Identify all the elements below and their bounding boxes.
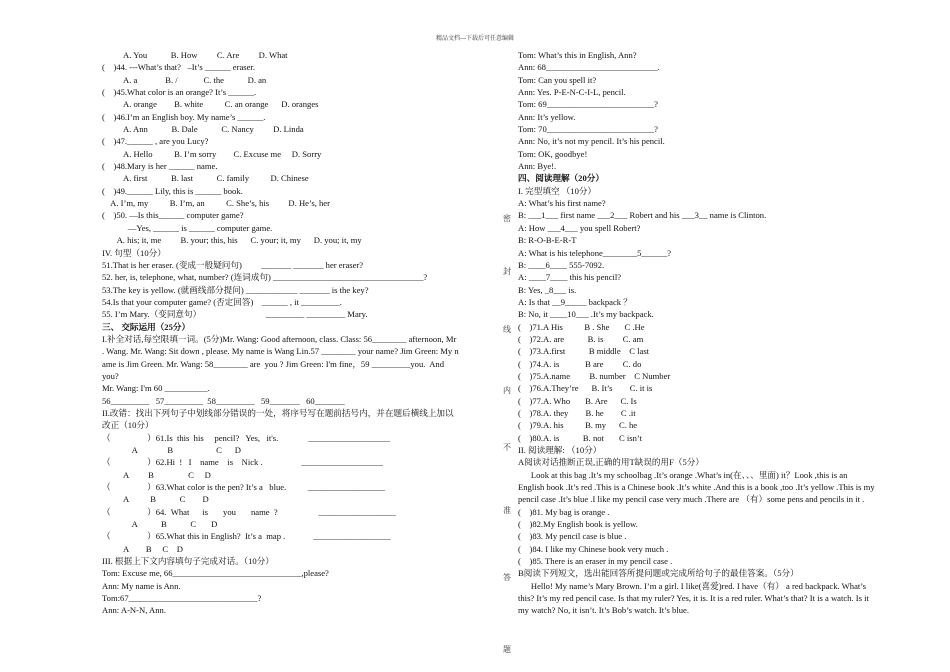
- text-line: （ ）62.Hi ! I name is Nick . ___________________: [102, 457, 383, 468]
- text-line: English book .It’s red .This is a Chinese book .It’s white .And this is a book ,too .It’s yellow .This is my: [518, 482, 875, 493]
- text-line: 三、 交际运用（25分）: [102, 321, 191, 332]
- text-line: Ann: No, it’s not my pencil. It’s his pencil.: [518, 136, 665, 147]
- text-line: A: Is that __9_____ backpack ？: [518, 296, 632, 307]
- text-line: 改正（10分）: [102, 420, 154, 431]
- text-line: A: ____7____ this his pencil?: [518, 272, 622, 283]
- seal-mark: 题: [503, 645, 511, 654]
- text-line: ( )78.A. they B. he C .it: [518, 407, 636, 418]
- text-line: （ ）64. What is you name ? __________________: [102, 506, 396, 517]
- text-line: ( )50. —Is this______ computer game?: [102, 210, 244, 221]
- text-line: II. 阅读理解: （10分）: [518, 445, 602, 455]
- text-line: Mr. Wang: I'm 60 __________.: [102, 383, 210, 394]
- text-line: ( )44. ---What’s that? –It’s ______ eraser.: [102, 62, 255, 73]
- text-line: 54.Is that your computer game? (否定回答) ______ , it _________.: [102, 296, 342, 307]
- seal-mark: 密: [503, 214, 511, 223]
- text-line: （ ）65.What this in English? It’s a map . __________________: [102, 531, 391, 542]
- text-line: Tom: 70_________________________?: [518, 124, 658, 135]
- text-line: ( )73.A.first B middle C last: [518, 346, 650, 357]
- text-line: III. 根据上下文内容填句子完成对话。（10分）: [102, 556, 274, 567]
- text-line: ( )47.______ , are you Lucy?: [102, 136, 209, 147]
- text-line: ( )79.A. his B. my C. he: [518, 420, 638, 431]
- text-line: A. Ann B. Dale C. Nancy D. Linda: [102, 124, 304, 135]
- text-line: A: How ___4___ you spell Robert?: [518, 222, 641, 233]
- text-line: B: No, it ____10___ .It’s my backpack.: [518, 309, 654, 320]
- text-line: Tom: Excuse me, 66______________________________,please?: [102, 568, 329, 579]
- text-line: my watch? No, it isn’t. It’s Bob’s watch. It’s blue.: [518, 605, 689, 616]
- text-line: ( )74.A. is B are C. do: [518, 358, 642, 369]
- text-line: ( )72.A. are B. is C. am: [518, 333, 644, 344]
- text-line: ( )75.A.name B. number C Number: [518, 370, 671, 381]
- text-line: Ann: My name is Ann.: [102, 580, 181, 591]
- seal-mark: 封: [503, 267, 511, 276]
- text-line: ( )84. I like my Chinese book very much .: [518, 543, 669, 554]
- text-line: ( )48.Mary is her ______ name.: [102, 161, 218, 172]
- text-line: （ ）63.What color is the pen? It’s a blue. __________________: [102, 482, 386, 493]
- left-column: [102, 49, 500, 617]
- text-line: A. first B. last C. family D. Chinese: [102, 173, 309, 184]
- text-line: ( )80.A. is B. not C isn’t: [518, 432, 642, 443]
- text-line: I.补全对话,每空限填一词。(5分)Mr. Wang: Good afternoon, class. Class: 56________ afternoon, Mr: [102, 333, 457, 344]
- seal-mark: 答: [503, 573, 511, 582]
- text-line: . Wang. Mr. Wang: Sit down , please. My name is Wang Lin.57 ________ your name? Jim Green: My n: [102, 346, 459, 357]
- text-line: ( )45.What color is an orange? It’s ______.: [102, 87, 257, 98]
- text-line: A. I’m, my B. I’m, an C. She’s, his D. He’s, her: [102, 198, 330, 209]
- text-line: this? It’s my red pencil case. Is that my ruler? Yes, it is. It is a red ruler. What’s that? It is a watch. Is it: [518, 593, 869, 604]
- text-line: pencil case .It’s blue .I like my pencil case very much .There are （有）some pens and pencils in it .: [518, 494, 865, 505]
- text-line: B: ____6____ 555-7092.: [518, 259, 605, 270]
- text-line: B: R-O-B-E-R-T: [518, 235, 577, 246]
- text-line: A B C D: [102, 519, 218, 530]
- seal-mark: 不: [503, 443, 511, 452]
- seal-mark: 内: [503, 386, 511, 395]
- text-line: ( )83. My pencil case is blue .: [518, 531, 627, 542]
- seal-mark: 线: [503, 325, 511, 334]
- text-line: Ann: Bye!.: [518, 161, 557, 172]
- text-line: ( )76.A.They’re B. It’s C. it is: [518, 383, 653, 394]
- text-line: IV. 句型（10分）: [102, 247, 166, 258]
- text-line: A阅读对话推断正误,正确的用T缺误的用F（5分）: [518, 457, 704, 468]
- text-line: ame is Jim Green. Mr. Wang: 58________ are you ? Jim Green: I'm fine，59 _________you. And: [102, 358, 445, 369]
- text-line: Ann: Yes. P-E-N-C-I-L, pencil.: [518, 87, 626, 98]
- text-line: ( )49.______ Lily, this is ______ book.: [102, 185, 243, 196]
- text-line: ( )85. There is an eraser in my pencil case .: [518, 556, 673, 567]
- text-line: （ ）61.Is this his pencil? Yes, it's. ___________________: [102, 432, 391, 443]
- text-line: B: Yes, _8___ is.: [518, 284, 577, 295]
- text-line: A B C D: [102, 469, 211, 480]
- text-line: A B C D: [102, 494, 209, 505]
- text-line: B: ___1___ first name ___2___ Robert and his ___3__ name is Clinton.: [518, 210, 767, 221]
- text-line: I. 完型填空 （10分）: [518, 185, 597, 196]
- text-line: 四、阅读理解（20分）: [518, 173, 604, 184]
- text-line: 53.The key is yellow. (就画线部分提问) ____________ _______ is the key?: [102, 284, 369, 295]
- text-line: you?: [102, 370, 119, 381]
- text-line: 56_________ 57_________ 58_________ 59_______ 60_______: [102, 395, 345, 406]
- text-line: ( )46.I’m an English boy. My name’s ______.: [102, 111, 266, 122]
- text-line: A. Hello B. I’m sorry C. Excuse me D. Sorry: [102, 148, 322, 159]
- text-line: A B C D: [102, 445, 241, 455]
- text-line: A. You B. How C. Are D. What: [102, 50, 288, 60]
- text-line: 52. her, is, telephone, what, number? (连词成句) ___________________________________?: [102, 272, 428, 283]
- text-line: ( )82.My English book is yellow.: [518, 519, 638, 530]
- text-line: 55. I’m Mary.（变同意句） _________ _________ Mary.: [102, 309, 368, 320]
- seal-mark: 准: [503, 506, 511, 515]
- text-line: Tom: OK, goodbye!: [518, 148, 588, 159]
- text-line: Ann: It’s yellow.: [518, 111, 576, 122]
- text-line: —Yes, ______ is ______ computer game.: [102, 222, 273, 233]
- right-column: [518, 49, 918, 617]
- text-line: B阅读下列短文，选出能回答所提问题或完成所给句子的最佳答案。（5分）: [518, 568, 799, 579]
- text-line: Ann: 68__________________________.: [518, 62, 660, 73]
- text-line: Tom:67______________________________?: [102, 593, 262, 604]
- text-line: A B C D: [102, 543, 183, 554]
- text-line: Tom: 69_________________________?: [518, 99, 658, 110]
- page-header: 精品文档---下载后可任意编辑: [436, 36, 514, 42]
- text-line: Tom: What’s this in English, Ann?: [518, 50, 637, 60]
- text-line: II.改错：找出下列句子中划线部分错误的一处，将序号写在题前括号内，并在题后横线上加以: [102, 407, 454, 418]
- text-line: ( )81. My bag is orange .: [518, 506, 610, 517]
- text-line: ( )71.A His B . She C .He: [518, 321, 645, 332]
- text-line: A: What is his telephone________5______?: [518, 247, 672, 258]
- text-line: ( )77.A. Who B. Are C. Is: [518, 395, 637, 406]
- text-line: 51.That is her eraser. (变成一般疑问句) _______ _______ her eraser?: [102, 259, 364, 270]
- text-line: Hello! My name’s Mary Brown. I’m a girl. I like(喜爱)red. I have（有） a red backpack. What’s: [518, 580, 867, 591]
- text-line: A. a B. / C. the D. an: [102, 74, 267, 85]
- text-line: Tom: Can you spell it?: [518, 74, 597, 85]
- text-line: A. his; it, me B. your; this, his C. your; it, my D. you; it, my: [102, 235, 362, 246]
- text-line: A: What’s his first name?: [518, 198, 606, 209]
- text-line: A. orange B. white C. an orange D. oranges: [102, 99, 319, 110]
- text-line: Look at this bag .It’s my schoolbag .It’s orange .What’s in(在、、、里面) it？Look ,this is an: [518, 469, 848, 480]
- text-line: Ann: A-N-N, Ann.: [102, 605, 166, 616]
